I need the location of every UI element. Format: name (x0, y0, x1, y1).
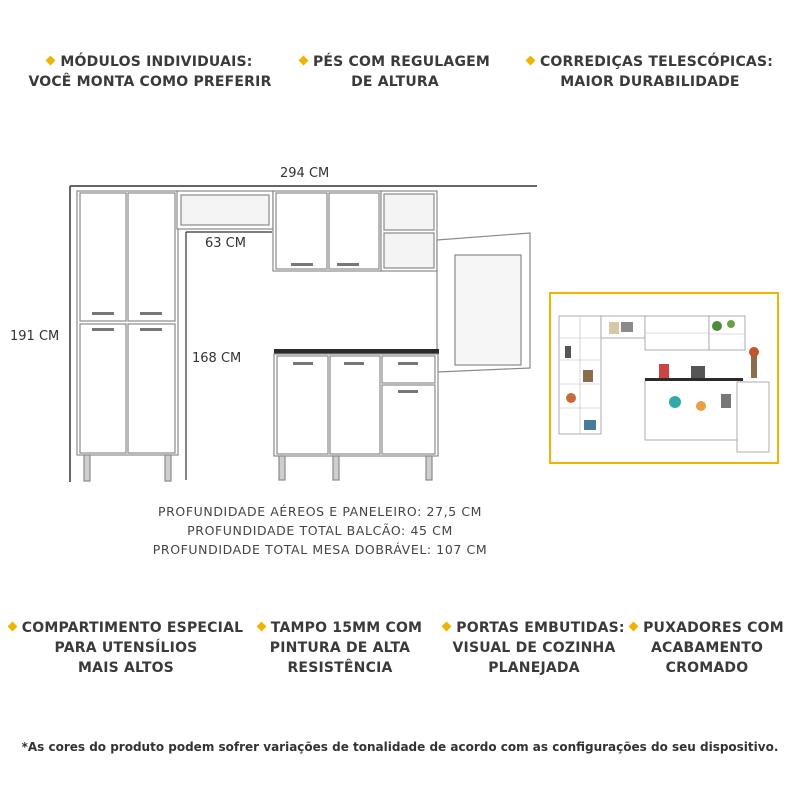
inner-height-label: 168 CM (192, 351, 242, 366)
upper-open-niche (177, 191, 273, 229)
diamond-bullet-icon (442, 622, 452, 632)
feature-compartimento: COMPARTIMENTO ESPECIAL PARA UTENSÍLIOS MAIS ALTOS (6, 618, 246, 678)
diamond-bullet-icon (256, 622, 266, 632)
feature-tampo: TAMPO 15MM COM PINTURA DE ALTA RESISTÊNCIA (250, 618, 430, 678)
base-cabinet (274, 354, 438, 480)
upper-shelf-unit (381, 191, 437, 271)
depth-table: PROFUNDIDADE TOTAL MESA DOBRÁVEL: 107 CM (152, 542, 488, 557)
feature-portas: PORTAS EMBUTIDAS: VISUAL DE COZINHA PLANEJADA (436, 618, 632, 678)
kitchen-photo-illustration (551, 294, 777, 462)
diamond-bullet-icon (629, 622, 639, 632)
feature-corredicas: CORREDIÇAS TELESCÓPICAS: MAIOR DURABILIDADE (520, 52, 780, 92)
upper-cabinet (273, 191, 381, 271)
feature-pes: PÉS COM REGULAGEM DE ALTURA (290, 52, 500, 92)
depth-upper: PROFUNDIDADE AÉREOS E PANELEIRO: 27,5 CM (157, 504, 483, 519)
folding-table (437, 233, 530, 372)
tall-cabinet (77, 191, 178, 481)
depth-base: PROFUNDIDADE TOTAL BALCÃO: 45 CM (187, 523, 453, 538)
depth-info (0, 502, 640, 559)
width-total-label: 294 CM (280, 166, 330, 181)
product-photo (549, 292, 779, 464)
feature-modulos: MÓDULOS INDIVIDUAIS: VOCÊ MONTA COMO PREFERIR (28, 54, 272, 90)
feature-puxadores: PUXADORES COM ACABAMENTO CROMADO (622, 618, 792, 678)
upper-width-label: 63 CM (205, 236, 246, 251)
diamond-bullet-icon (7, 622, 17, 632)
height-total-label: 191 CM (10, 329, 60, 344)
color-disclaimer: *As cores do produto podem sofrer variações de tonalidade de acordo com as configurações do seu dispositivo. (21, 740, 779, 754)
countertop (274, 349, 439, 354)
